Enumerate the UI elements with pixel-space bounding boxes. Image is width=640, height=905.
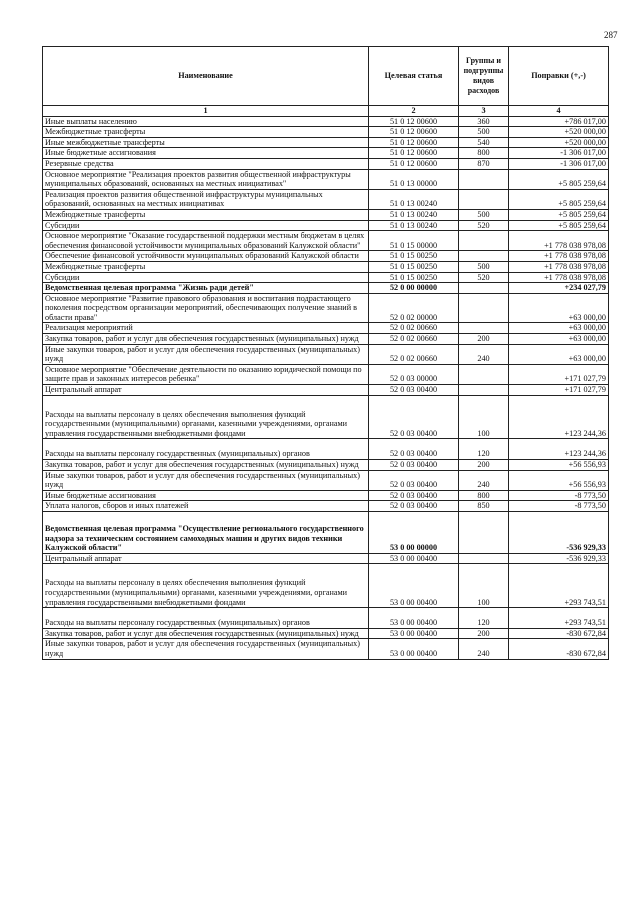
row-expense-group-cell: 120	[459, 439, 509, 460]
row-amendment-cell: +1 778 038 978,08	[509, 272, 609, 283]
row-target-article-cell: 52 0 02 00000	[369, 293, 459, 323]
row-expense-group-cell: 240	[459, 639, 509, 659]
row-amendment-cell: +5 805 259,64	[509, 209, 609, 220]
row-target-article-cell: 52 0 03 00400	[369, 470, 459, 490]
row-expense-group-cell	[459, 364, 509, 384]
row-expense-group-cell: 800	[459, 148, 509, 159]
row-name-cell: Субсидии	[43, 272, 369, 283]
row-expense-group-cell: 500	[459, 127, 509, 138]
row-name-cell: Уплата налогов, сборов и иных платежей	[43, 501, 369, 512]
row-expense-group-cell	[459, 283, 509, 294]
row-target-article-cell: 53 0 00 00400	[369, 564, 459, 608]
row-amendment-cell: -536 929,33	[509, 511, 609, 553]
row-expense-group-cell	[459, 189, 509, 209]
column-number-row	[43, 106, 609, 117]
row-target-article-cell: 53 0 00 00400	[369, 628, 459, 639]
row-name-cell: Основное мероприятие "Обеспечение деятельности по оказанию юридической помощи по защите прав и законных интересов ребенка"	[43, 364, 369, 384]
row-amendment-cell: +63 000,00	[509, 344, 609, 364]
row-amendment-cell: +520 000,00	[509, 137, 609, 148]
row-amendment-cell: -8 773,50	[509, 501, 609, 512]
row-target-article-cell: 51 0 13 00240	[369, 189, 459, 209]
column-number: 2	[369, 106, 459, 117]
row-amendment-cell: +123 244,36	[509, 439, 609, 460]
row-name-cell: Межбюджетные трансферты	[43, 127, 369, 138]
row-target-article-cell: 52 0 03 00000	[369, 364, 459, 384]
row-amendment-cell: +56 556,93	[509, 470, 609, 490]
row-target-article-cell: 51 0 12 00600	[369, 127, 459, 138]
row-name-cell: Расходы на выплаты персоналу в целях обеспечения выполнения функций государственными (муниципальными) органами, казенными учреждениями, органами управления государственными внебюджетными фондами	[43, 395, 369, 439]
row-name-cell: Субсидии	[43, 220, 369, 231]
row-amendment-cell: +5 805 259,64	[509, 189, 609, 209]
table-row	[43, 158, 609, 169]
column-number: 1	[43, 106, 369, 117]
table-header-row	[43, 47, 609, 106]
row-amendment-cell: -1 306 017,00	[509, 148, 609, 159]
row-target-article-cell: 53 0 00 00400	[369, 553, 459, 564]
table-row	[43, 490, 609, 501]
table-row	[43, 553, 609, 564]
row-name-cell: Центральный аппарат	[43, 553, 369, 564]
row-amendment-cell: +786 017,00	[509, 116, 609, 127]
row-target-article-cell: 52 0 03 00400	[369, 490, 459, 501]
row-name-cell: Закупка товаров, работ и услуг для обеспечения государственных (муниципальных) нужд	[43, 334, 369, 345]
row-expense-group-cell: 240	[459, 470, 509, 490]
row-amendment-cell: -1 306 017,00	[509, 158, 609, 169]
table-row	[43, 439, 609, 460]
row-target-article-cell: 51 0 15 00250	[369, 251, 459, 262]
row-expense-group-cell	[459, 511, 509, 553]
table-row	[43, 460, 609, 471]
table-row	[43, 470, 609, 490]
row-name-cell: Основное мероприятие "Реализация проектов развития общественной инфраструктуры муниципальных образований, основанных на местных инициативах"	[43, 169, 369, 189]
row-name-cell: Иные бюджетные ассигнования	[43, 148, 369, 159]
row-target-article-cell: 52 0 03 00400	[369, 395, 459, 439]
row-target-article-cell: 52 0 00 00000	[369, 283, 459, 294]
header-amendments: Поправки (+,-)	[509, 47, 609, 106]
row-expense-group-cell: 120	[459, 608, 509, 629]
table-row	[43, 608, 609, 629]
row-expense-group-cell: 540	[459, 137, 509, 148]
row-expense-group-cell	[459, 293, 509, 323]
row-expense-group-cell	[459, 231, 509, 251]
row-target-article-cell: 51 0 12 00600	[369, 116, 459, 127]
row-amendment-cell: -830 672,84	[509, 639, 609, 659]
row-target-article-cell: 53 0 00 00400	[369, 639, 459, 659]
table-row	[43, 251, 609, 262]
table-row	[43, 272, 609, 283]
column-number: 3	[459, 106, 509, 117]
row-expense-group-cell: 850	[459, 501, 509, 512]
row-expense-group-cell	[459, 169, 509, 189]
page-number: 287	[604, 30, 618, 40]
row-amendment-cell: +293 743,51	[509, 564, 609, 608]
row-name-cell: Межбюджетные трансферты	[43, 261, 369, 272]
row-expense-group-cell: 100	[459, 564, 509, 608]
row-name-cell: Закупка товаров, работ и услуг для обеспечения государственных (муниципальных) нужд	[43, 460, 369, 471]
row-amendment-cell: +63 000,00	[509, 323, 609, 334]
row-amendment-cell: +5 805 259,64	[509, 169, 609, 189]
table-row	[43, 209, 609, 220]
table-row	[43, 564, 609, 608]
row-name-cell: Основное мероприятие "Оказание государственной поддержки местным бюджетам в целях обеспечения финансовой устойчивости муниципальных образований Калужской области"	[43, 231, 369, 251]
row-name-cell: Расходы на выплаты персоналу государственных (муниципальных) органов	[43, 608, 369, 629]
table-row	[43, 137, 609, 148]
table-row	[43, 334, 609, 345]
table-row	[43, 189, 609, 209]
row-amendment-cell: -536 929,33	[509, 553, 609, 564]
row-expense-group-cell: 500	[459, 209, 509, 220]
column-number: 4	[509, 106, 609, 117]
row-amendment-cell: +56 556,93	[509, 460, 609, 471]
row-target-article-cell: 52 0 03 00400	[369, 501, 459, 512]
row-expense-group-cell: 200	[459, 334, 509, 345]
row-amendment-cell: +234 027,79	[509, 283, 609, 294]
row-target-article-cell: 52 0 03 00400	[369, 460, 459, 471]
table-row	[43, 395, 609, 439]
row-name-cell: Расходы на выплаты персоналу в целях обеспечения выполнения функций государственными (муниципальными) органами, казенными учреждениями, органами управления государственными внебюджетными фондами	[43, 564, 369, 608]
table-row	[43, 261, 609, 272]
row-amendment-cell: +171 027,79	[509, 385, 609, 396]
row-name-cell: Межбюджетные трансферты	[43, 209, 369, 220]
row-amendment-cell: +293 743,51	[509, 608, 609, 629]
row-target-article-cell: 51 0 12 00600	[369, 137, 459, 148]
row-expense-group-cell	[459, 553, 509, 564]
table-row	[43, 293, 609, 323]
row-expense-group-cell: 100	[459, 395, 509, 439]
row-name-cell: Иные закупки товаров, работ и услуг для обеспечения государственных (муниципальных) нужд	[43, 639, 369, 659]
row-expense-group-cell: 360	[459, 116, 509, 127]
table-row	[43, 283, 609, 294]
row-amendment-cell: +171 027,79	[509, 364, 609, 384]
row-name-cell: Иные закупки товаров, работ и услуг для обеспечения государственных (муниципальных) нужд	[43, 344, 369, 364]
row-amendment-cell: +1 778 038 978,08	[509, 251, 609, 262]
table-row	[43, 169, 609, 189]
row-expense-group-cell: 200	[459, 628, 509, 639]
table-row	[43, 344, 609, 364]
row-amendment-cell: -8 773,50	[509, 490, 609, 501]
row-name-cell: Иные закупки товаров, работ и услуг для обеспечения государственных (муниципальных) нужд	[43, 470, 369, 490]
row-name-cell: Расходы на выплаты персоналу государственных (муниципальных) органов	[43, 439, 369, 460]
header-name: Наименование	[43, 47, 369, 106]
row-amendment-cell: +1 778 038 978,08	[509, 231, 609, 251]
row-name-cell: Закупка товаров, работ и услуг для обеспечения государственных (муниципальных) нужд	[43, 628, 369, 639]
table-row	[43, 501, 609, 512]
row-expense-group-cell	[459, 385, 509, 396]
row-expense-group-cell	[459, 251, 509, 262]
table-row	[43, 127, 609, 138]
row-expense-group-cell: 240	[459, 344, 509, 364]
row-target-article-cell: 52 0 02 00660	[369, 323, 459, 334]
row-amendment-cell: +5 805 259,64	[509, 220, 609, 231]
header-expense-groups: Группы и подгруппы видов расходов	[459, 47, 509, 106]
row-name-cell: Ведомственная целевая программа "Жизнь ради детей"	[43, 283, 369, 294]
table-row	[43, 231, 609, 251]
table-row	[43, 148, 609, 159]
row-name-cell: Иные межбюджетные трансферты	[43, 137, 369, 148]
row-name-cell: Реализация проектов развития общественной инфраструктуры муниципальных образований, основанных на местных инициативах	[43, 189, 369, 209]
row-name-cell: Реализация мероприятий	[43, 323, 369, 334]
row-target-article-cell: 53 0 00 00400	[369, 608, 459, 629]
row-target-article-cell: 52 0 02 00660	[369, 344, 459, 364]
row-target-article-cell: 51 0 13 00240	[369, 209, 459, 220]
row-amendment-cell: +63 000,00	[509, 293, 609, 323]
row-amendment-cell: +63 000,00	[509, 334, 609, 345]
row-target-article-cell: 51 0 15 00250	[369, 261, 459, 272]
row-expense-group-cell: 500	[459, 261, 509, 272]
row-target-article-cell: 52 0 03 00400	[369, 439, 459, 460]
row-name-cell: Ведомственная целевая программа "Осуществление регионального государственного надзора за техническим состоянием самоходных машин и других видов техники Калужской области"	[43, 511, 369, 553]
row-target-article-cell: 51 0 13 00240	[369, 220, 459, 231]
row-target-article-cell: 52 0 02 00660	[369, 334, 459, 345]
table-row	[43, 364, 609, 384]
row-expense-group-cell: 800	[459, 490, 509, 501]
row-expense-group-cell: 870	[459, 158, 509, 169]
row-amendment-cell: +123 244,36	[509, 395, 609, 439]
row-expense-group-cell: 520	[459, 220, 509, 231]
budget-amendments-table	[42, 46, 609, 660]
row-target-article-cell: 52 0 03 00400	[369, 385, 459, 396]
row-amendment-cell: +1 778 038 978,08	[509, 261, 609, 272]
row-target-article-cell: 53 0 00 00000	[369, 511, 459, 553]
table-row	[43, 323, 609, 334]
row-name-cell: Центральный аппарат	[43, 385, 369, 396]
table-row	[43, 639, 609, 659]
row-expense-group-cell: 200	[459, 460, 509, 471]
table-row	[43, 511, 609, 553]
table-row	[43, 220, 609, 231]
row-amendment-cell: +520 000,00	[509, 127, 609, 138]
row-name-cell: Основное мероприятие "Развитие правового образования и воспитания подрастающего поколения посредством организации мероприятий, обеспечивающих получение знаний в области права"	[43, 293, 369, 323]
table-row	[43, 116, 609, 127]
row-target-article-cell: 51 0 15 00250	[369, 272, 459, 283]
row-target-article-cell: 51 0 13 00000	[369, 169, 459, 189]
row-target-article-cell: 51 0 15 00000	[369, 231, 459, 251]
table-row	[43, 385, 609, 396]
row-name-cell: Иные выплаты населению	[43, 116, 369, 127]
row-name-cell: Иные бюджетные ассигнования	[43, 490, 369, 501]
table-row	[43, 628, 609, 639]
row-expense-group-cell	[459, 323, 509, 334]
header-target-article: Целевая статья	[369, 47, 459, 106]
row-name-cell: Резервные средства	[43, 158, 369, 169]
row-name-cell: Обеспечение финансовой устойчивости муниципальных образований Калужской области	[43, 251, 369, 262]
row-target-article-cell: 51 0 12 00600	[369, 158, 459, 169]
row-expense-group-cell: 520	[459, 272, 509, 283]
row-target-article-cell: 51 0 12 00600	[369, 148, 459, 159]
row-amendment-cell: -830 672,84	[509, 628, 609, 639]
